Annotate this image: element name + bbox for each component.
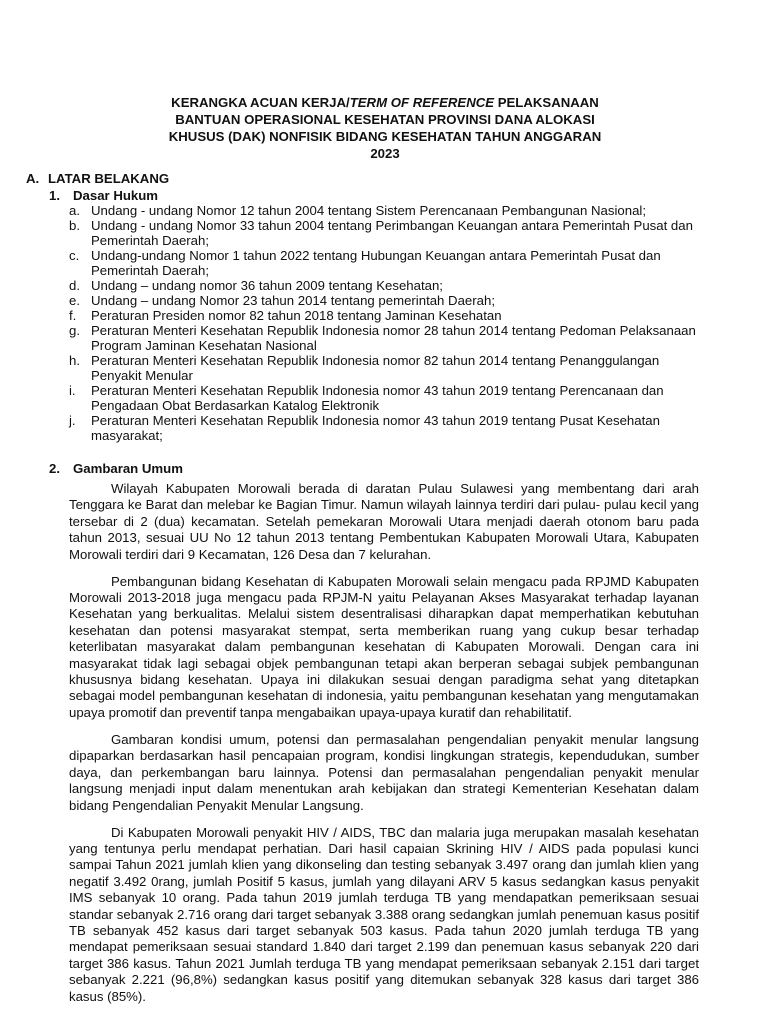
overview-paragraph: Pembangunan bidang Kesehatan di Kabupaten Morowali selain mengacu pada RPJMD Kabupaten Morowali 2013-2018 juga mengacu pada RPJM-N yaitu Pelayanan Akses Masyarakat terhadap layanan Kesehatan yang berkualitas. Melalui sistem desentralisasi diharapkan dapat memperhatikan kebutuhan kesehatan dan potensi masyarakat stempat, serta memberikan ruang yang cukup besar terhadap keterlibatan masyarakat dalam pembangunan kesehatan di Kabupaten Morowali. Dengan cara ini masyarakat tidak lagi sebagai objek pembangunan tetapi akan berperan sebagai subjek pembangunan khususnya bidang kesehatan. Upaya ini dilakukan sesuai dengan paradigma sehat yang ditetapkan sebagai model pembangunan kesehatan di indonesia, yaitu pembangunan kesehatan yang mengutamakan upaya promotif dan preventif tanpa mengabaikan upaya-upaya kuratif dan rehabilitatif.	[69, 573, 699, 720]
legal-basis-item	[69, 383, 709, 413]
legal-basis-item	[69, 218, 709, 248]
legal-basis-text: Undang - undang Nomor 33 tahun 2004 tentang Perimbangan Keuangan antara Pemerintah Pusat dan Pemerintah Daerah;	[91, 218, 693, 248]
legal-basis-item	[69, 203, 709, 218]
list-marker: i.	[69, 383, 76, 398]
legal-basis-text: Peraturan Menteri Kesehatan Republik Indonesia nomor 28 tahun 2014 tentang Pedoman Pelaksanaan Program Jaminan Kesehatan Nasional	[91, 323, 696, 353]
subsection-2-title: Gambaran Umum	[73, 461, 183, 476]
legal-basis-text: Peraturan Menteri Kesehatan Republik Indonesia nomor 43 tahun 2019 tentang Perencanaan dan Pengadaan Obat Berdasarkan Katalog Elektronik	[91, 383, 664, 413]
list-marker: h.	[69, 353, 80, 368]
list-marker: a.	[69, 203, 80, 218]
list-marker: e.	[69, 293, 80, 308]
legal-basis-item	[69, 293, 709, 308]
legal-basis-text: Peraturan Menteri Kesehatan Republik Indonesia nomor 43 tahun 2019 tentang Pusat Kesehatan masyarakat;	[91, 413, 660, 443]
subsection-2-heading	[49, 460, 183, 478]
subsection-2-number: 2.	[49, 461, 60, 476]
overview-paragraph: Gambaran kondisi umum, potensi dan permasalahan pengendalian penyakit menular langsung dipaparkan berdasarkan hasil pencapaian program, kondisi lingkungan strategis, kependudukan, sumber daya, dan perkembangan baru lainnya. Potensi dan permasalahan pengendalian penyakit menular langsung menjadi input dalam menentukan arah kebijakan dan strategi Kementerian Kesehatan dalam bidang Pengendalian Penyakit Menular Langsung.	[69, 731, 699, 813]
legal-basis-text: Undang – undang Nomor 23 tahun 2014 tentang pemerintah Daerah;	[91, 293, 495, 308]
list-marker: d.	[69, 278, 80, 293]
section-a-heading	[26, 170, 169, 188]
section-a-number: A.	[26, 171, 40, 186]
subsection-1-number: 1.	[49, 188, 60, 203]
section-a-title: LATAR BELAKANG	[48, 171, 170, 186]
legal-basis-item	[69, 323, 709, 353]
subsection-1-title: Dasar Hukum	[73, 188, 159, 203]
legal-basis-text: Undang - undang Nomor 12 tahun 2004 tentang Sistem Perencanaan Pembangunan Nasional;	[91, 203, 646, 218]
legal-basis-item	[69, 353, 709, 383]
overview-paragraph: Wilayah Kabupaten Morowali berada di daratan Pulau Sulawesi yang membentang dari arah Tenggara ke Barat dan melebar ke Bagian Timur. Namun wilayah lainnya terdiri dari pulau- pulau kecil yang tersebar di 2 (dua) kecamatan. Setelah pemekaran Morowali Utara menjadi daerah otonom baru pada tahun 2013, sesuai UU No 12 tahun 2013 tentang Pembentukan Kabupaten Morowali Utara, Kabupaten Morowali terdiri dari 9 Kecamatan, 126 Desa dan 7 kelurahan.	[69, 481, 699, 562]
overview-paragraph: Di Kabupaten Morowali penyakit HIV / AIDS, TBC dan malaria juga merupakan masalah kesehatan yang tentunya perlu mendapat perhatian. Dari hasil capaian Skrining HIV / AIDS pada populasi kunci sampai Tahun 2021 jumlah klien yang dikonseling dan testing sebanyak 3.497 orang dan jumlah klien yang negatif 3.492 0rang, jumlah Positif 5 kasus, jumlah yang dilayani ARV 5 kasus sedangkan kasus penyakit IMS sebanyak 10 orang. Pada tahun 2019 jumlah terduga TB yang mendapatkan pemeriksaan sesuai standar sebanyak 2.716 orang dari target sebanyak 3.388 orang sedangkan jumlah penemuan kasus positif TB sebanyak 452 kasus dari target sebanyak 503 kasus. Pada tahun 2020 jumlah terduga TB yang mendapat pemeriksaan sesuai standard 1.840 dari target 2.199 dan penemuan kasus sebanyak 220 dari target 386 kasus. Tahun 2021 Jumlah terduga TB yang mendapat pemeriksaan sebanyak 2.151 dari target sebanyak 2.221 (96,8%) sedangkan kasus positif yang ditemukan sebanyak 328 kasus dari target 386 kasus (85%).	[69, 824, 699, 1004]
legal-basis-item	[69, 413, 709, 443]
list-marker: f.	[69, 308, 77, 323]
list-marker: g.	[69, 323, 80, 338]
title-line-1: KERANGKA ACUAN KERJA/TERM OF REFERENCE PELAKSANAAN	[171, 95, 599, 110]
legal-basis-list	[69, 203, 709, 443]
legal-basis-text: Peraturan Presiden nomor 82 tahun 2018 tentang Jaminan Kesehatan	[91, 308, 502, 323]
list-marker: c.	[69, 248, 80, 263]
legal-basis-item	[69, 248, 709, 278]
legal-basis-text: Undang – undang nomor 36 tahun 2009 tentang Kesehatan;	[91, 278, 443, 293]
title-english-term: TERM OF REFERENCE	[349, 95, 495, 110]
title-line-4: 2023	[370, 146, 400, 161]
list-marker: b.	[69, 218, 80, 233]
legal-basis-text: Undang-undang Nomor 1 tahun 2022 tentang Hubungan Keuangan antara Pemerintah Pusat dan Pemerintah Daerah;	[91, 248, 661, 278]
legal-basis-item	[69, 308, 709, 323]
title-line-3: KHUSUS (DAK) NONFISIK BIDANG KESEHATAN TAHUN ANGGARAN	[168, 129, 602, 144]
overview-body	[69, 481, 699, 1016]
list-marker: j.	[69, 413, 76, 428]
legal-basis-text: Peraturan Menteri Kesehatan Republik Indonesia nomor 82 tahun 2014 tentang Penanggulangan Penyakit Menular	[91, 353, 660, 383]
legal-basis-item	[69, 278, 709, 293]
document-title	[70, 94, 700, 162]
title-line-2: BANTUAN OPERASIONAL KESEHATAN PROVINSI DANA ALOKASI	[175, 112, 595, 127]
